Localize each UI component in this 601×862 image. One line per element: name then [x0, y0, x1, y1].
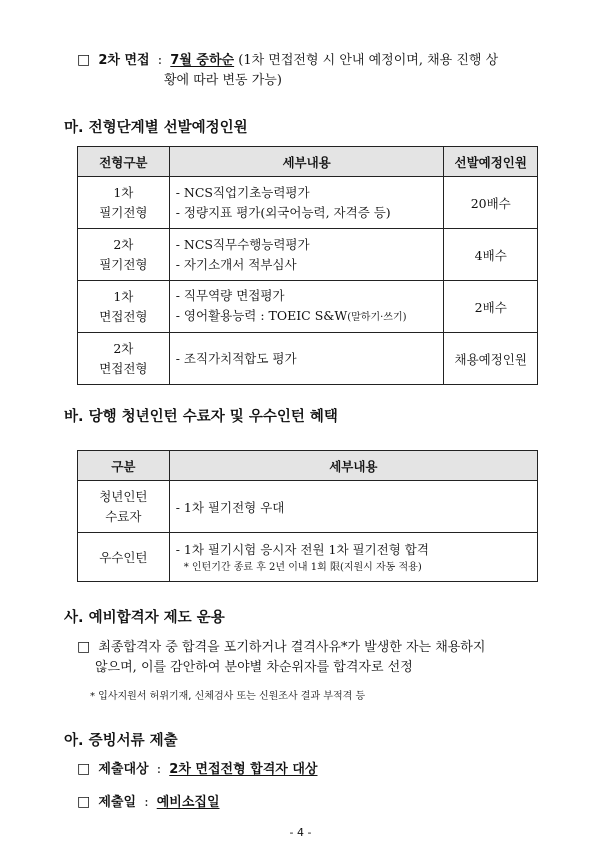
reserve-line2: 않으며, 이를 감안하여 분야별 차순위자를 합격자로 선정: [95, 660, 413, 675]
checkbox-bullet-icon: □: [77, 639, 91, 655]
table-row: [78, 281, 538, 333]
interview2-label: 2차 면접: [98, 53, 150, 68]
table-row: [78, 333, 538, 385]
category-label: 수료자: [105, 508, 142, 524]
submit-target-colon: :: [156, 762, 162, 777]
detail-small: (말하기·쓰기): [347, 311, 407, 323]
category-label: 우수인턴: [78, 533, 170, 582]
table-row: [78, 177, 538, 229]
count-cell: 4배수: [444, 229, 538, 281]
selection-table-header: [78, 147, 538, 177]
table-row: [78, 229, 538, 281]
stage-label: 2차: [113, 340, 134, 356]
count-cell: 20배수: [444, 177, 538, 229]
submit-date-value: 예비소집일: [156, 795, 220, 810]
stage-type: 필기전형: [99, 256, 148, 272]
stage-type: 필기전형: [99, 204, 148, 220]
intern-benefit-table: [77, 450, 538, 582]
interview2-when: 7월 중하순: [170, 53, 235, 68]
count-cell: 채용예정인원: [444, 333, 538, 385]
stage-type: 면접전형: [99, 308, 148, 324]
section-ma-title: 마. 전형단계별 선발예정인원: [64, 120, 248, 136]
reserve-footnote: * 입사지원서 허위기재, 신체검사 또는 신원조사 결과 부적격 등: [90, 691, 366, 702]
detail-line: - 조직가치적합도 평가: [175, 350, 297, 366]
page-number: - 4 -: [289, 826, 312, 839]
submit-target-value: 2차 면접전형 합격자 대상: [169, 762, 318, 777]
interview2-item: [77, 50, 547, 71]
header-details: 세부내용: [169, 147, 444, 177]
category-label: 청년인턴: [99, 488, 148, 504]
checkbox-bullet-icon: □: [77, 52, 91, 68]
reserve-line2-row: [95, 658, 413, 678]
submit-target-item: [77, 759, 318, 780]
section-ba-title: 바. 당행 청년인턴 수료자 및 우수인턴 혜택: [64, 409, 338, 425]
count-cell: 2배수: [444, 281, 538, 333]
reserve-line1: 최종합격자 중 합격을 포기하거나 결격사유*가 발생한 자는 채용하지: [98, 640, 486, 655]
header-count: 선발예정인원: [444, 147, 538, 177]
header-stage: 전형구분: [78, 147, 170, 177]
table-row: [78, 533, 538, 582]
stage-type: 면접전형: [99, 360, 148, 376]
submit-target-label: 제출대상: [98, 762, 149, 777]
detail-line: - 직무역량 면접평가: [175, 287, 285, 303]
header-category: 구분: [78, 451, 170, 481]
detail-line: - NCS직무수행능력평가: [175, 236, 310, 252]
detail-line: - 영어활용능력 : TOEIC S&W: [175, 307, 348, 323]
checkbox-bullet-icon: □: [77, 761, 91, 777]
header-details: 세부내용: [169, 451, 537, 481]
stage-label: 1차: [113, 184, 134, 200]
submit-date-colon: :: [144, 795, 149, 810]
checkbox-bullet-icon: □: [77, 794, 91, 810]
intern-table-header: [78, 451, 538, 481]
submit-date-item: [77, 792, 220, 813]
selection-table: [77, 146, 538, 385]
detail-line: - 1차 필기전형 우대: [169, 481, 537, 533]
stage-label: 1차: [113, 288, 134, 304]
interview2-desc1: (1차 면접전형 시 안내 예정이며, 채용 진행 상: [238, 53, 499, 68]
interview2-desc2: 황에 따라 변동 가능): [164, 73, 282, 88]
section-sa-title: 사. 예비합격자 제도 운용: [64, 610, 225, 626]
interview2-desc-line2: [164, 71, 282, 91]
table-row: [78, 481, 538, 533]
detail-line: - 정량지표 평가(외국어능력, 자격증 등): [175, 204, 391, 220]
section-a-title: 아. 증빙서류 제출: [64, 733, 178, 749]
reserve-item: [77, 637, 547, 658]
stage-label: 2차: [113, 236, 134, 252]
detail-line: - 자기소개서 적부심사: [175, 256, 297, 272]
detail-note: * 인턴기간 종료 후 2년 이내 1회 限(지원시 자동 적용): [183, 561, 422, 573]
submit-date-label: 제출일: [98, 795, 137, 810]
interview2-colon: :: [157, 53, 163, 68]
detail-line: - 1차 필기시험 응시자 전원 1차 필기전형 합격: [175, 541, 429, 557]
detail-line: - NCS직업기초능력평가: [175, 184, 310, 200]
